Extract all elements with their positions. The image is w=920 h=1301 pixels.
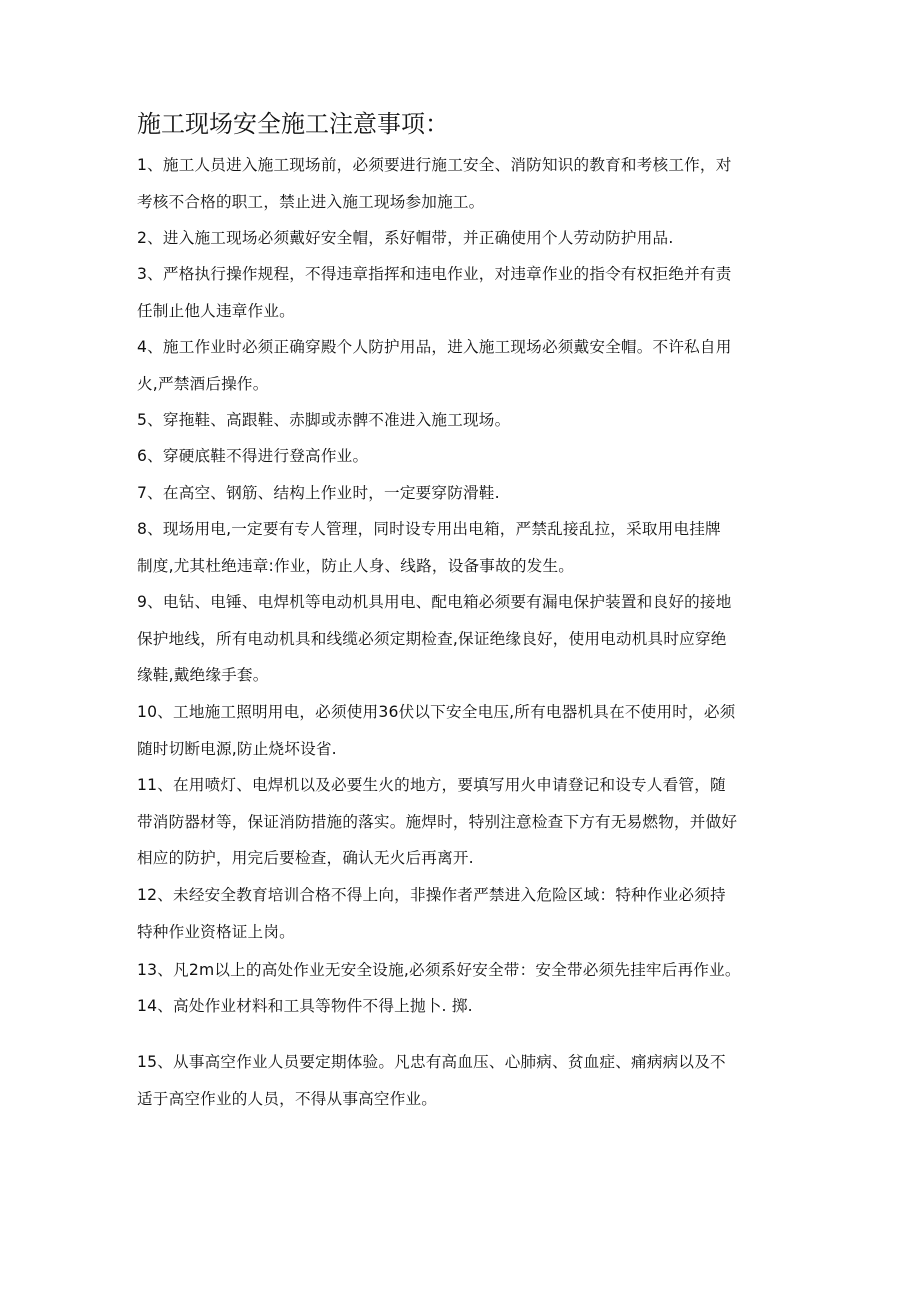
item-9-line-1: 9、电钻、电锤、电焊机等电动机具用电、配电箱必须要有漏电保护装置和良好的接地 <box>137 593 732 611</box>
item-14-line-1: 14、高处作业材料和工具等物件不得上抛卜. 掷. <box>137 997 473 1015</box>
list-item-10 <box>137 694 797 767</box>
item-11-line-1: 11、在用喷灯、电焊机以及必要生火的地方，要填写用火申请登记和设专人看管，随 <box>137 776 726 794</box>
item-4-line-1: 4、施工作业时必须正确穿殿个人防护用品，进入施工现场必须戴安全帽。不许私自用 <box>137 338 732 356</box>
item-5-line-1: 5、穿拖鞋、高跟鞋、赤脚或赤髀不准进入施工现场。 <box>137 411 511 429</box>
item-10-line-1: 10、工地施工照明用电，必须使用36伏以下安全电压,所有电器机具在不使用时，必须 <box>137 703 736 721</box>
item-8-line-1: 8、现场用电,一定要有专人管理，同时设专用出电箱，严禁乱接乱拉，采取用电挂牌 <box>137 520 721 538</box>
item-2-line-1: 2、进入施工现场必须戴好安全帽，系好帽带，并正确使用个人劳动防护用品. <box>137 229 674 247</box>
list-item-7 <box>137 475 797 512</box>
list-item-15 <box>137 1044 797 1117</box>
item-6-line-1: 6、穿硬底鞋不得进行登高作业。 <box>137 447 369 465</box>
item-10-line-2: 随时切断电源,防止烧坏设省. <box>137 739 337 758</box>
item-12-line-2: 特种作业资格证上岗。 <box>137 922 295 941</box>
list-item-3 <box>137 256 797 329</box>
item-12-line-1: 12、未经安全教育培训合格不得上向，非操作者严禁进入危险区域：特种作业必须持 <box>137 886 726 904</box>
item-9-line-2: 保护地线，所有电动机具和线缆必须定期检查,保证绝缘良好，使用电动机具时应穿绝 <box>137 629 727 648</box>
list-item-13 <box>137 952 797 989</box>
list-item-6 <box>137 438 797 475</box>
item-9-line-3: 缘鞋,戴绝缘手套。 <box>137 666 269 684</box>
item-13-line-1: 13、凡2m以上的高处作业无安全设施,必须系好安全带：安全带必须先挂牢后再作业。 <box>137 961 741 979</box>
item-3-line-2: 任制止他人违章作业。 <box>137 301 295 320</box>
list-item-14 <box>137 988 797 1025</box>
list-item-9 <box>137 584 797 694</box>
item-11-line-2: 带消防器材等，保证消防措施的落实。施焊时，特别注意检查下方有无易燃物，并做好 <box>137 812 738 831</box>
item-11-line-3: 相应的防护，用完后要检查，确认无火后再离开. <box>137 849 474 867</box>
list-item-1 <box>137 147 797 220</box>
item-15-line-1: 15、从事高空作业人员要定期体验。凡忠有高血压、心肺病、贫血症、痛病病以及不 <box>137 1053 726 1071</box>
item-4-line-2: 火,严禁酒后操作。 <box>137 374 269 393</box>
document-title: 施工现场安全施工注意事项： <box>137 110 449 138</box>
list-item-11 <box>137 767 797 877</box>
item-8-line-2: 制度,尤其杜绝违章:作业，防止人身、线路，设备事故的发生。 <box>137 556 575 575</box>
item-7-line-1: 7、在高空、钢筋、结构上作业时，一定要穿防滑鞋. <box>137 484 500 502</box>
list-item-4 <box>137 329 797 402</box>
list-item-8 <box>137 511 797 584</box>
list-item-12 <box>137 877 797 950</box>
item-1-line-2: 考核不合格的职工，禁止进入施工现场参加施工。 <box>137 192 485 211</box>
item-15-line-2: 适于高空作业的人员，不得从事高空作业。 <box>137 1089 438 1108</box>
item-1-line-1: 1、施工人员进入施工现场前，必须要进行施工安全、消防知识的教育和考核工作，对 <box>137 156 732 174</box>
list-item-5 <box>137 402 797 439</box>
list-item-2 <box>137 220 797 257</box>
item-3-line-1: 3、严格执行操作规程，不得违章指挥和违电作业，对违章作业的指令有权拒绝并有责 <box>137 265 732 283</box>
